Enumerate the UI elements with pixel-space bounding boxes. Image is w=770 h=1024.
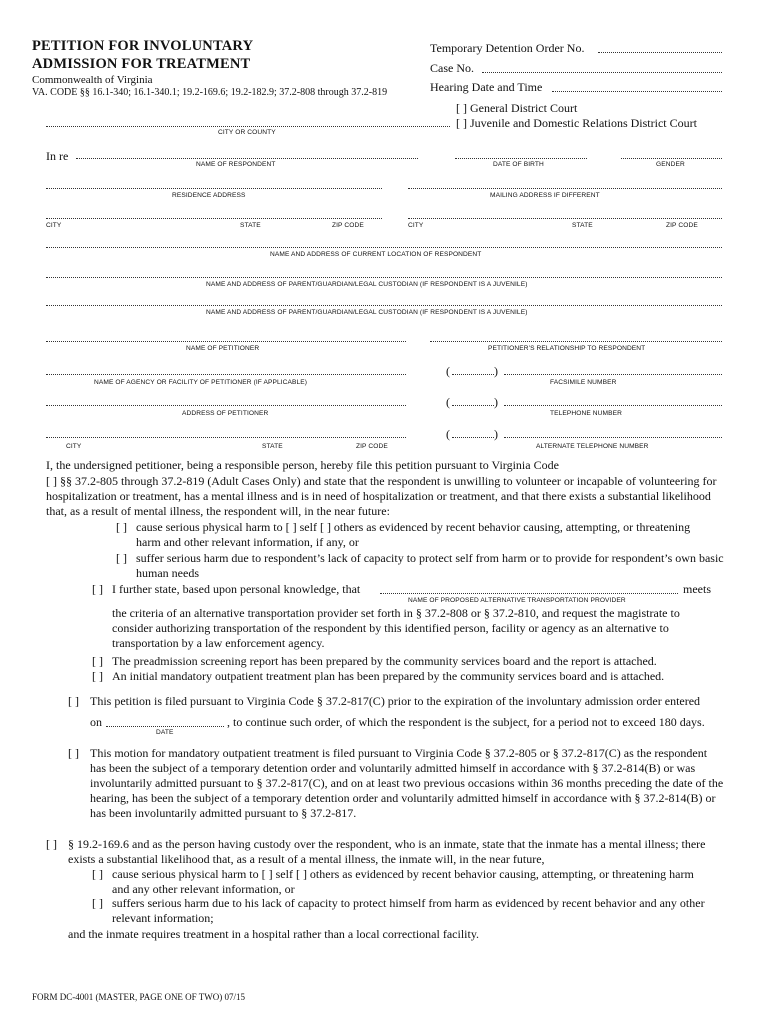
relationship-caption: PETITIONER’S RELATIONSHIP TO RESPONDENT [488,345,646,352]
mailing-city-caption: CITY [408,222,424,229]
mailing-city-state-zip-field[interactable] [408,218,722,219]
gender-caption: GENDER [656,161,685,168]
harm-text: cause serious physical harm to [ ] self [ ] others as evidenced by recent behavior causing, attempting, or threatening harm and other relevant information, if any, or [136,520,691,549]
motion-checkbox[interactable]: [ ] [68,746,79,760]
residence-zip-caption: ZIP CODE [332,222,364,229]
petitioner-state-caption: STATE [262,443,283,450]
respondent-name-field[interactable] [76,158,418,159]
fax-number-field[interactable] [504,374,722,375]
statute-code: VA. CODE §§ 16.1-340; 16.1-340.1; 19.2-169.6; 19.2-182.9; 37.2-808 through 37.2-819 [32,87,388,98]
inmate-harm-checkbox[interactable]: [ ] [92,867,103,881]
alt-phone-area-close: ) [494,427,498,441]
suffer-text: suffer serious harm due to respondent’s lack of capacity to protect self from harm or to provide for respondent’s own basic human needs [136,551,724,580]
guardian-2-field[interactable] [46,305,722,306]
mailing-address-field[interactable] [408,188,722,189]
petitioner-zip-caption: ZIP CODE [356,443,388,450]
continue-order-text2: , to continue such order, of which the respondent is the subject, for a period not to exceed 180 days. [227,715,705,729]
residence-address-caption: RESIDENCE ADDRESS [172,192,246,199]
alt-phone-number-field[interactable] [504,437,722,438]
harm-checkbox[interactable]: [ ] [116,520,127,534]
adult-cases-paragraph[interactable] [46,474,720,519]
inmate-text-block [68,837,722,867]
case-field[interactable] [482,72,722,73]
jurisdiction: Commonwealth of Virginia [32,74,153,86]
fax-area-code-field[interactable] [452,374,494,375]
alt-transport-caption: NAME OF PROPOSED ALTERNATIVE TRANSPORTATION PROVIDER [408,597,626,604]
respondent-name-caption: NAME OF RESPONDENT [196,161,276,168]
tdo-label: Temporary Detention Order No. [430,41,585,55]
current-location-field[interactable] [46,247,722,248]
mailing-state-caption: STATE [572,222,593,229]
continue-order-checkbox[interactable]: [ ] [68,694,79,708]
dob-caption: DATE OF BIRTH [493,161,544,168]
inmate-suffer-text: suffers serious harm due to his lack of capacity to protect himself from harm as evidenced by recent behavior and any other relevant information; [112,896,705,925]
suffer-checkbox[interactable]: [ ] [116,551,127,565]
fax-caption: FACSIMILE NUMBER [550,379,617,386]
hearing-field[interactable] [552,91,722,92]
further-checkbox[interactable]: [ ] [92,582,103,596]
phone-area-code-field[interactable] [452,405,494,406]
order-date-field[interactable] [106,726,224,727]
order-date-caption: DATE [156,729,174,736]
residence-address-field[interactable] [46,188,382,189]
fax-area-open: ( [446,364,450,378]
form-title-line2: ADMISSION FOR TREATMENT [32,56,251,72]
alt-phone-caption: ALTERNATE TELEPHONE NUMBER [536,443,649,450]
adult-cases-text: [ ] §§ 37.2-805 through 37.2-819 (Adult Cases Only) and state that the respondent is unwilling to volunteer or incapable of volunteering for hospitalization or treatment, has a mental illness and is in need of hospitalization or treatment, and that there exists a substantial likelihood that, as a result of mental illness, the respondent will, in the near future: [46,474,717,518]
current-location-caption: NAME AND ADDRESS OF CURRENT LOCATION OF RESPONDENT [270,251,482,258]
in-re-label: In re [46,149,69,163]
criteria-text: the criteria of an alternative transportation provider set forth in § 37.2-808 or § 37.2-810, and request the magistrate to consider authorizing transportation of the respondent by this identified person, facility or agency as an alternative to transportation by a law enforcement agency. [112,606,680,650]
inmate-harm-text: cause serious physical harm to [ ] self [ ] others as evidenced by recent behavior causing, attempting, or threatening harm and any other relevant information, or [112,867,694,896]
residence-city-state-zip-field[interactable] [46,218,382,219]
petitioner-name-field[interactable] [46,341,406,342]
guardian-1-field[interactable] [46,277,722,278]
intro-statement: I, the undersigned petitioner, being a responsible person, hereby file this petition pursuant to Virginia Code [46,458,559,472]
court-option-general[interactable]: [ ] General District Court [456,101,578,115]
petitioner-name-caption: NAME OF PETITIONER [186,345,260,352]
phone-area-open: ( [446,395,450,409]
motion-text: This motion for mandatory outpatient treatment is filed pursuant to Virginia Code § 37.2-805 or § 37.2-817(C) as the respondent has been the subject of a temporary detention order and voluntarily admitted himself in accordance with § 37.2-814(B) or was involuntarily admitted pursuant to § 37.2-817(C), and on at least two previous occasions within 36 months preceding the date of the hearing, has been the subject of a temporary detention order and voluntarily admitted himself in accordance with § 37.2-814(B) or has been involuntarily admitted pursuant to § 37.2-817. [90,746,724,820]
gender-field[interactable] [621,158,722,159]
further-text: I further state, based upon personal knowledge, that [112,582,361,596]
case-label: Case No. [430,61,474,75]
phone-caption: TELEPHONE NUMBER [550,410,622,417]
petitioner-city-caption: CITY [66,443,82,450]
outpatient-plan-checkbox[interactable]: [ ] [92,669,103,683]
mailing-address-caption: MAILING ADDRESS IF DIFFERENT [490,192,600,199]
inmate-suffer-checkbox[interactable]: [ ] [92,896,103,910]
alt-phone-area-code-field[interactable] [452,437,494,438]
petitioner-address-field[interactable] [46,405,406,406]
tdo-field[interactable] [598,52,722,53]
agency-caption: NAME OF AGENCY OR FACILITY OF PETITIONER (IF APPLICABLE) [94,379,308,386]
alt-phone-area-open: ( [446,427,450,441]
meets-label: meets [683,582,711,596]
form-title-line1: PETITION FOR INVOLUNTARY [32,38,254,54]
residence-city-caption: CITY [46,222,62,229]
phone-number-field[interactable] [504,405,722,406]
city-county-caption: CITY OR COUNTY [218,129,276,136]
guardian-1-caption: NAME AND ADDRESS OF PARENT/GUARDIAN/LEGAL CUSTODIAN (IF RESPONDENT IS A JUVENILE) [206,281,528,288]
relationship-field[interactable] [430,341,722,342]
guardian-2-caption: NAME AND ADDRESS OF PARENT/GUARDIAN/LEGAL CUSTODIAN (IF RESPONDENT IS A JUVENILE) [206,309,528,316]
hearing-label: Hearing Date and Time [430,80,543,94]
mailing-zip-caption: ZIP CODE [666,222,698,229]
alt-transport-field[interactable] [380,593,678,594]
preadmission-checkbox[interactable]: [ ] [92,654,103,668]
continue-order-text: This petition is filed pursuant to Virginia Code § 37.2-817(C) prior to the expiration of the involuntary admission order entered [90,694,701,708]
fax-area-close: ) [494,364,498,378]
city-county-field[interactable] [46,126,450,127]
outpatient-plan-text: An initial mandatory outpatient treatment plan has been prepared by the community services board and is attached. [112,669,665,683]
agency-field[interactable] [46,374,406,375]
inmate-checkbox[interactable]: [ ] [46,837,57,851]
form-id: FORM DC-4001 (MASTER, PAGE ONE OF TWO) 07/15 [32,992,246,1002]
phone-area-close: ) [494,395,498,409]
inmate-conclusion: and the inmate requires treatment in a hospital rather than a local correctional facility. [68,927,480,941]
petitioner-city-state-zip-field[interactable] [46,437,406,438]
residence-state-caption: STATE [240,222,261,229]
on-label: on [90,715,102,729]
court-option-juvenile[interactable]: [ ] Juvenile and Domestic Relations District Court [456,116,697,130]
dob-field[interactable] [455,158,587,159]
inmate-text: § 19.2-169.6 and as the person having custody over the respondent, who is an inmate, state that the inmate has a mental illness; there exists a substantial likelihood that, as a result of a mental illness, the inmate will, in the near future, [68,837,706,866]
preadmission-text: The preadmission screening report has been prepared by the community services board and the report is attached. [112,654,657,668]
petitioner-address-caption: ADDRESS OF PETITIONER [182,410,269,417]
